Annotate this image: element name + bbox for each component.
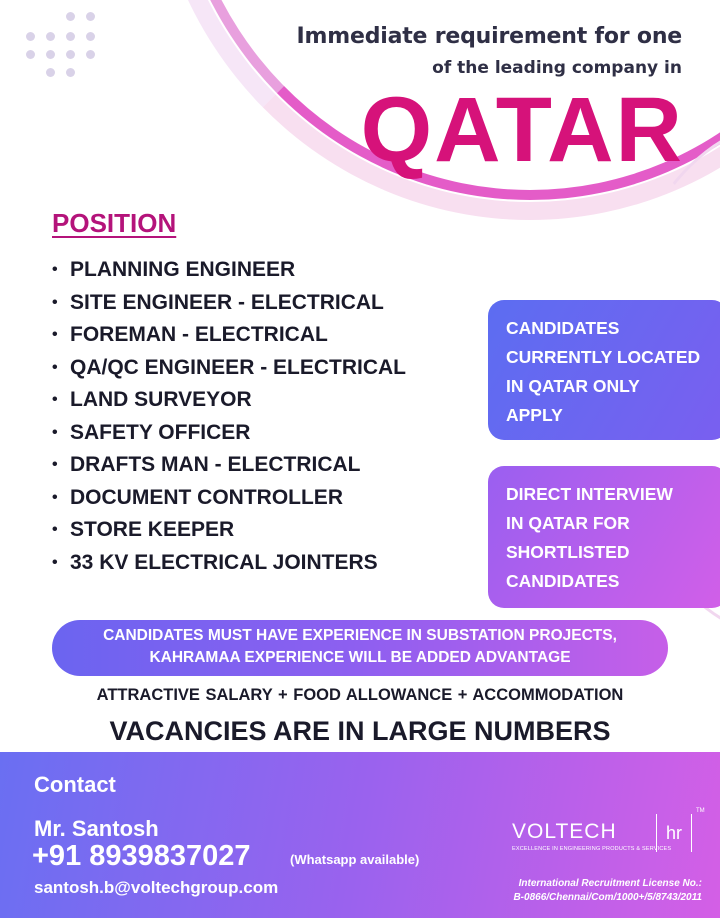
location-requirement-box: CANDIDATES CURRENTLY LOCATED IN QATAR ONLY APPLY	[488, 300, 720, 440]
logo-name: VOLTECH	[512, 820, 617, 843]
position-item: • QA/QC ENGINEER - ELECTRICAL	[52, 355, 407, 379]
interview-info-box: DIRECT INTERVIEW IN QATAR FOR SHORTLISTED CANDIDATES	[488, 466, 720, 608]
position-item: • PLANNING ENGINEER	[52, 258, 296, 282]
position-item: • 33 KV ELECTRICAL JOINTERS	[52, 550, 378, 574]
hr-mark-icon: hr	[656, 814, 692, 852]
benefits-line: ATTRACTIVE SALARY + FOOD ALLOWANCE + ACCOMMODATION	[96, 686, 624, 704]
headline-line-2: of the leading company in	[432, 58, 682, 78]
country-title: QATAR	[360, 79, 684, 181]
position-item: • FOREMAN - ELECTRICAL	[52, 323, 328, 347]
position-item: • SAFETY OFFICER	[52, 420, 251, 444]
contact-label: Contact	[34, 772, 116, 797]
trademark-mark: TM	[696, 808, 705, 814]
position-item: • LAND SURVEYOR	[52, 388, 252, 412]
position-heading: POSITION	[52, 208, 177, 238]
position-list	[52, 254, 406, 579]
voltech-logo	[508, 808, 708, 860]
contact-person: Mr. Santosh	[34, 816, 159, 841]
position-item: • DOCUMENT CONTROLLER	[52, 485, 343, 509]
vacancies-headline: VACANCIES ARE IN LARGE NUMBERS	[109, 716, 611, 746]
decorative-dots	[24, 12, 104, 82]
experience-requirement-banner: CANDIDATES MUST HAVE EXPERIENCE IN SUBSTATION PROJECTS, KAHRAMAA EXPERIENCE WILL BE ADDED ADVANTAGE	[52, 620, 668, 676]
license-label: International Recruitment License No.:	[518, 878, 702, 889]
contact-email[interactable]: santosh.b@voltechgroup.com	[34, 878, 279, 897]
position-item: • SITE ENGINEER - ELECTRICAL	[52, 290, 384, 314]
contact-phone[interactable]: +91 8939837027	[32, 840, 251, 872]
whatsapp-note: (Whatsapp available)	[290, 852, 420, 867]
license-number: B-0866/Chennai/Com/1000+/5/8743/2011	[513, 892, 702, 903]
contact-footer	[0, 752, 720, 918]
headline-line-1: Immediate requirement for one	[296, 24, 682, 49]
position-item: • DRAFTS MAN - ELECTRICAL	[52, 453, 361, 477]
position-item: • STORE KEEPER	[52, 518, 235, 542]
logo-tagline: EXCELLENCE IN ENGINEERING PRODUCTS & SERVICES	[512, 846, 672, 852]
